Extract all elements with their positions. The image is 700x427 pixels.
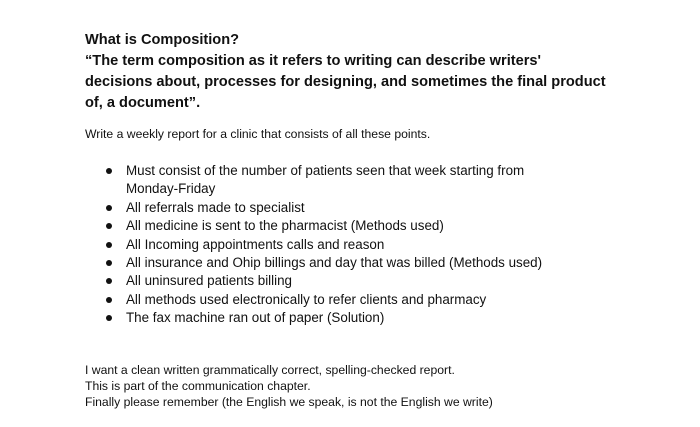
closing-line-chapter: This is part of the communication chapter. xyxy=(85,379,311,394)
bullet-dot-icon xyxy=(106,278,112,284)
list-item-text: All referrals made to specialist xyxy=(126,199,305,215)
list-item-text: All uninsured patients billing xyxy=(126,273,292,289)
bullet-dot-icon xyxy=(106,297,112,303)
bullet-dot-icon xyxy=(106,242,112,248)
list-item-text: All medicine is sent to the pharmacist (Methods used) xyxy=(126,218,444,234)
document-heading xyxy=(85,30,645,114)
list-item-text: The fax machine ran out of paper (Solution) xyxy=(126,310,385,326)
list-item xyxy=(104,291,624,309)
intro-instruction: Write a weekly report for a clinic that consists of all these points. xyxy=(85,127,431,141)
heading-quote-line-2: decisions about, processes for designing, and sometimes the final product xyxy=(85,74,606,90)
list-item xyxy=(104,309,624,327)
closing-line-report-quality: I want a clean written grammatically correct, spelling-checked report. xyxy=(85,363,455,377)
list-item-text: Must consist of the number of patients seen that week starting from xyxy=(126,163,525,178)
bullet-dot-icon xyxy=(106,168,112,174)
list-item xyxy=(104,272,624,290)
list-item-text: All methods used electronically to refer clients and pharmacy xyxy=(126,291,487,307)
list-item xyxy=(104,217,624,235)
closing-notes xyxy=(85,362,493,411)
bullet-dot-icon xyxy=(106,260,112,266)
list-item-text-continued: Monday-Friday xyxy=(126,181,216,197)
heading-quote-line-3: of, a document”. xyxy=(85,95,201,111)
heading-question: What is Composition? xyxy=(85,32,240,48)
list-item-text: All Incoming appointments calls and reason xyxy=(126,236,385,252)
list-item xyxy=(104,254,624,272)
bullet-dot-icon xyxy=(106,223,112,229)
list-item xyxy=(104,162,624,199)
closing-line-reminder: Finally please remember (the English we speak, is not the English we write) xyxy=(85,395,493,410)
bullet-dot-icon xyxy=(106,205,112,211)
list-item xyxy=(104,236,624,254)
list-item-text: All insurance and Ohip billings and day that was billed (Methods used) xyxy=(126,255,543,271)
list-item xyxy=(104,199,624,217)
requirements-list xyxy=(104,162,624,328)
heading-quote-line-1: “The term composition as it refers to writing can describe writers' xyxy=(85,53,541,69)
bullet-dot-icon xyxy=(106,315,112,321)
